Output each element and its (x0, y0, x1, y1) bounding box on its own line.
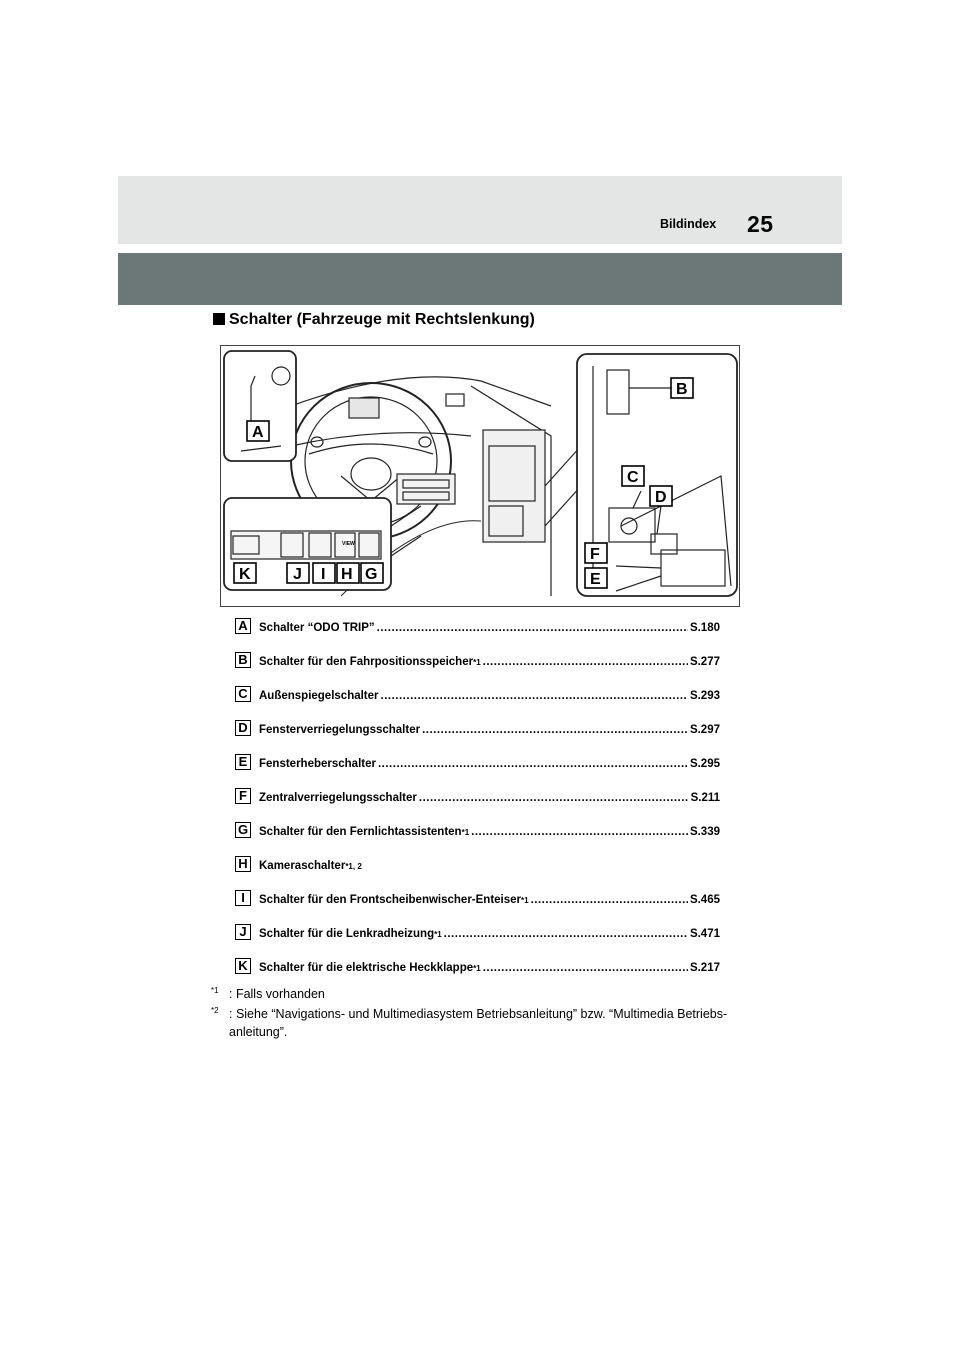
page-reference[interactable]: S.339 (689, 826, 720, 838)
legend-letter: I (235, 890, 251, 906)
leader-dots (381, 690, 688, 702)
svg-text:A: A (252, 424, 264, 441)
leader-dots (378, 758, 688, 770)
legend-row-d (235, 716, 720, 750)
callout-e (585, 568, 607, 588)
legend-text: Kameraschalter (259, 860, 346, 872)
legend-text: Schalter für den Frontscheibenwischer-Enteiser (259, 894, 522, 906)
svg-text:B: B (676, 381, 688, 398)
leader-dots (419, 792, 689, 804)
square-bullet-icon (213, 313, 225, 325)
callout-a (247, 421, 269, 441)
svg-text:I: I (321, 566, 326, 583)
legend-text: Fensterheberschalter (259, 758, 376, 770)
page-reference[interactable]: S.297 (689, 724, 720, 736)
callout-f (585, 543, 607, 563)
leader-dots (483, 962, 688, 974)
page-reference[interactable]: S.465 (689, 894, 720, 906)
legend-letter: J (235, 924, 251, 940)
legend-text: Fensterverriegelungsschalter (259, 724, 421, 736)
legend-text: Schalter für die elektrische Heckklappe (259, 962, 474, 974)
leader-dots (531, 894, 688, 906)
leader-dots (471, 826, 688, 838)
page-reference[interactable]: S.217 (689, 962, 720, 974)
svg-text:K: K (239, 566, 251, 583)
callout-j (287, 563, 309, 583)
callout-c (622, 466, 644, 486)
legend-letter: G (235, 822, 251, 838)
header-band (118, 176, 842, 244)
legend-letter: B (235, 652, 251, 668)
page-reference[interactable]: S.277 (689, 656, 720, 668)
view-button-label: VIEW (342, 541, 355, 547)
page-reference[interactable]: S.471 (689, 928, 720, 940)
leader-dots (422, 724, 688, 736)
footnote: $^{*1}$ : Falls vorhanden (211, 986, 325, 1001)
legend-row-g: G Schalter für den Fernlichtassistenten *1 ..... S.339 (235, 818, 720, 852)
switch-legend (235, 614, 720, 988)
svg-text:E: E (590, 571, 601, 588)
page-reference[interactable]: S.211 (690, 792, 720, 804)
legend-letter: F (235, 788, 251, 804)
legend-row-e (235, 750, 720, 784)
legend-text: Schalter für die Lenkradheizung (259, 928, 435, 940)
svg-text:D: D (655, 489, 667, 506)
legend-letter: H (235, 856, 251, 872)
legend-letter: C (235, 686, 251, 702)
legend-letter: K (235, 958, 251, 974)
svg-text:H: H (341, 566, 353, 583)
svg-text:F: F (590, 546, 600, 563)
legend-text: Außenspiegelschalter (259, 690, 379, 702)
svg-text:G: G (365, 566, 378, 583)
legend-row-c (235, 682, 720, 716)
section-name: Bildindex (660, 217, 717, 231)
callout-k (234, 563, 256, 583)
page-reference[interactable]: S.295 (689, 758, 720, 770)
legend-row-j: J Schalter für die Lenkradheizung *1 ..... S.471 (235, 920, 720, 954)
legend-row-f (235, 784, 720, 818)
callout-b (671, 378, 693, 398)
legend-text: Zentralverriegelungsschalter (259, 792, 417, 804)
leader-dots (444, 928, 688, 940)
legend-text: Schalter “ODO TRIP” (259, 622, 375, 634)
svg-text:C: C (627, 469, 639, 486)
legend-letter: D (235, 720, 251, 736)
legend-row-b: B Schalter für den Fahrpositionsspeicher *1 ..... S.277 (235, 648, 720, 682)
legend-text: Schalter für den Fernlichtassistenten (259, 826, 462, 838)
page-number: 25 (747, 211, 774, 237)
callout-i (313, 563, 335, 583)
legend-row-a (235, 614, 720, 648)
callout-g (361, 563, 383, 583)
section-title: Schalter (Fahrzeuge mit Rechtslenkung) (213, 311, 535, 329)
legend-row-k: K Schalter für die elektrische Heckklappe *1 ..... S.217 (235, 954, 720, 988)
legend-row-i: I Schalter für den Frontscheibenwischer-Enteiser *1 ..... S.465 (235, 886, 720, 920)
page-reference[interactable]: S.180 (689, 622, 720, 634)
svg-text:J: J (293, 566, 302, 583)
footnotes (211, 985, 751, 1043)
leader-dots (377, 622, 688, 634)
switch-illustration (220, 345, 740, 607)
callout-d (650, 486, 672, 506)
callout-h (337, 563, 359, 583)
footnote: $^{*2}$ : Siehe “Navigations- und Multimediasystem Betriebsanleitung” bzw. “Multimedia Betriebs-anleitung”. (211, 1006, 728, 1039)
legend-row-h: H Kameraschalter *1, 2 (235, 852, 720, 886)
header-dark-band (118, 253, 842, 305)
page-reference[interactable]: S.293 (689, 690, 720, 702)
legend-letter: E (235, 754, 251, 770)
legend-text: Schalter für den Fahrpositionsspeicher (259, 656, 474, 668)
leader-dots (483, 656, 688, 668)
legend-letter: A (235, 618, 251, 634)
